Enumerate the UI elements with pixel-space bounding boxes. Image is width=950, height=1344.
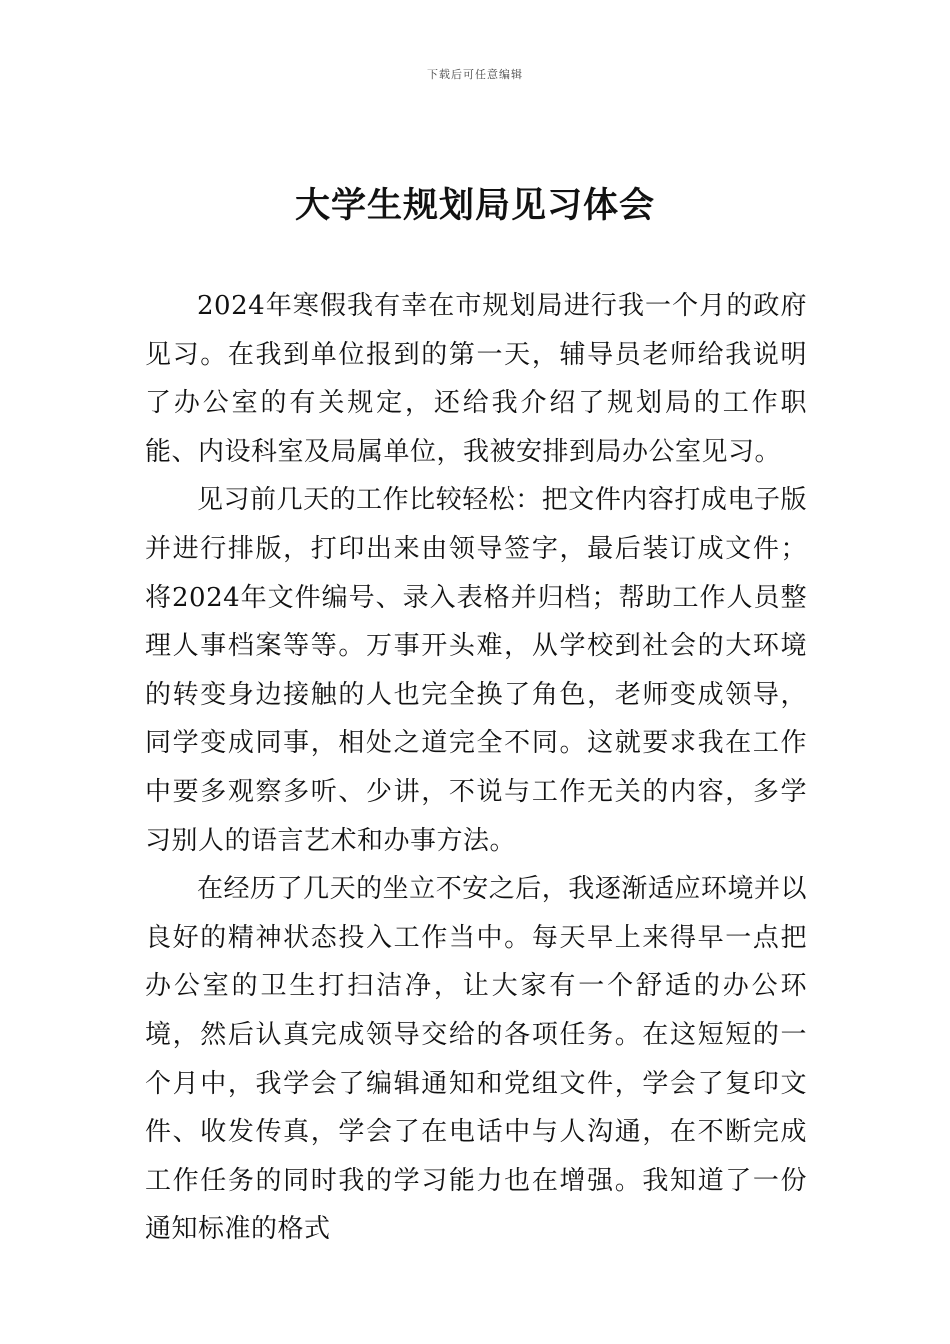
paragraph-1: 2024年寒假我有幸在市规划局进行我一个月的政府见习。在我到单位报到的第一天，辅导员老师给我说明了办公室的有关规定，还给我介绍了规划局的工作职能、内设科室及局属单位，我被安排到局办公室见习。 (145, 291, 807, 467)
document-body (145, 282, 807, 1254)
paragraph-3: 在经历了几天的坐立不安之后，我逐渐适应环境并以良好的精神状态投入工作当中。每天早上来得早一点把办公室的卫生打扫洁净，让大家有一个舒适的办公环境，然后认真完成领导交给的各项任务。在这短短的一个月中，我学会了编辑通知和党组文件，学会了复印文件、收发传真，学会了在电话中与人沟通，在不断完成工作任务的同时我的学习能力也在增强。我知道了一份通知标准的格式 (145, 874, 807, 1245)
document-title: 大学生规划局见习体会 (294, 186, 655, 226)
paragraph-2: 见习前几天的工作比较轻松：把文件内容打成电子版并进行排版，打印出来由领导签字，最后装订成文件；将2024年文件编号、录入表格并归档；帮助工作人员整理人事档案等等。万事开头难，从学校到社会的大环境的转变身边接触的人也完全换了角色，老师变成领导，同学变成同事，相处之道完全不同。这就要求我在工作中要多观察多听、少讲，不说与工作无关的内容，多学习别人的语言艺术和办事方法。 (145, 485, 807, 856)
header-note: 下载后可任意编辑 (427, 68, 523, 81)
